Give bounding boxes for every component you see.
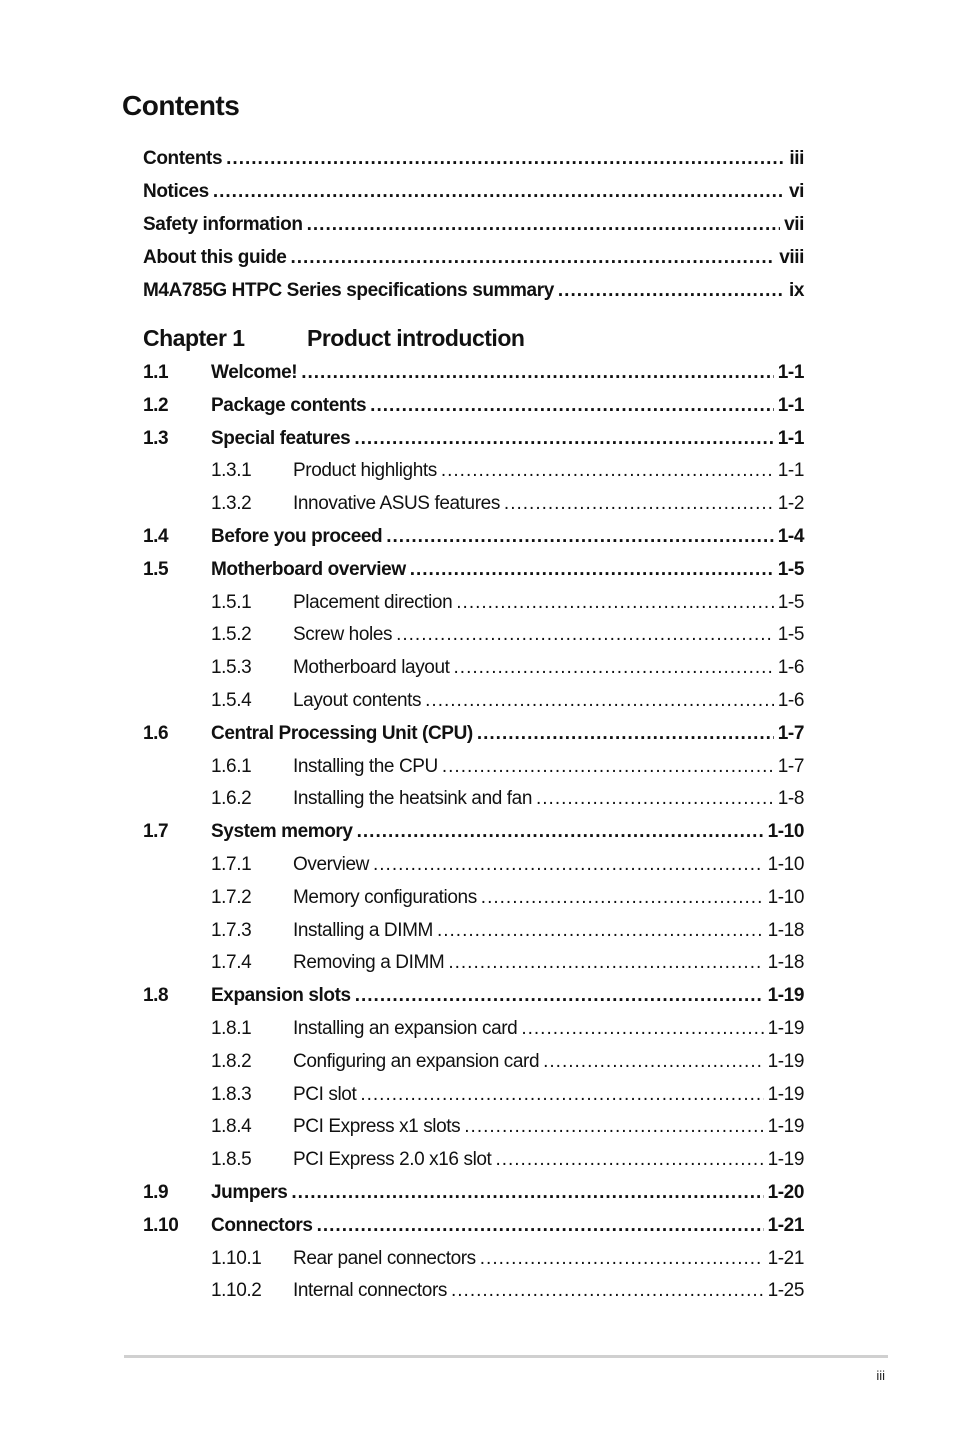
toc-entry-page: 1-6 bbox=[777, 690, 804, 711]
toc-entry-page: 1-19 bbox=[767, 1116, 804, 1138]
toc-entry-number: 1.8.3 bbox=[211, 1083, 252, 1105]
toc-entry-page: 1-1 bbox=[777, 460, 804, 482]
toc-entry-page: 1-1 bbox=[777, 362, 804, 383]
toc-entry-number: 1.7.3 bbox=[211, 919, 252, 941]
dot-leader bbox=[504, 493, 774, 515]
toc-entry[interactable] bbox=[143, 620, 804, 646]
toc-entry[interactable] bbox=[143, 719, 804, 745]
toc-entry[interactable] bbox=[143, 243, 804, 269]
toc-entry-title: Motherboard overview bbox=[211, 558, 406, 580]
toc-entry-title: Before you proceed bbox=[211, 526, 383, 547]
toc-entry-page: 1-5 bbox=[777, 558, 804, 580]
toc-entry-page: 1-19 bbox=[767, 1018, 804, 1039]
dot-leader bbox=[456, 592, 773, 614]
toc-entry[interactable] bbox=[143, 1276, 804, 1302]
toc-entry-number: 1.8.4 bbox=[211, 1116, 252, 1138]
toc-entry-number: 1.9 bbox=[143, 1182, 169, 1203]
dot-leader bbox=[386, 526, 774, 548]
dot-leader bbox=[448, 952, 763, 974]
toc-entry-title: Installing the heatsink and fan bbox=[293, 788, 532, 810]
toc-entry-number: 1.5.4 bbox=[211, 690, 252, 711]
toc-entry-title: Configuring an expansion card bbox=[293, 1050, 540, 1072]
dot-leader bbox=[307, 214, 780, 236]
toc-entry-title: Package contents bbox=[211, 394, 367, 416]
toc-entry[interactable] bbox=[143, 1080, 804, 1106]
toc-entry[interactable] bbox=[143, 391, 804, 417]
toc-entry[interactable] bbox=[143, 1145, 804, 1171]
toc-entry-page: 1-19 bbox=[767, 1149, 804, 1171]
dot-leader bbox=[480, 1248, 764, 1270]
toc-entry-title: M4A785G HTPC Series specifications summary bbox=[143, 280, 554, 301]
toc-entry-number: 1.5.1 bbox=[211, 591, 252, 613]
toc-entry-number: 1.10.2 bbox=[211, 1280, 262, 1302]
chapter-heading bbox=[143, 322, 804, 352]
footer-divider bbox=[124, 1355, 888, 1358]
toc-entry-title: Layout contents bbox=[293, 690, 422, 711]
toc-entry-page: 1-7 bbox=[777, 722, 804, 744]
toc-entry-page: 1-10 bbox=[767, 886, 804, 908]
toc-entry[interactable] bbox=[143, 358, 804, 384]
toc-entry-title: Innovative ASUS features bbox=[293, 493, 500, 515]
footer-page-number: iii bbox=[876, 1368, 885, 1383]
toc-entry-page: 1-1 bbox=[777, 394, 804, 416]
page-title: Contents bbox=[122, 90, 240, 121]
toc-entry-page: 1-19 bbox=[767, 1083, 804, 1105]
toc-entry-title: Removing a DIMM bbox=[293, 952, 445, 974]
toc-entry-page: iii bbox=[789, 148, 804, 169]
dot-leader bbox=[477, 723, 774, 745]
dot-leader bbox=[481, 887, 764, 909]
toc-entry[interactable] bbox=[143, 948, 804, 974]
toc-entry-number: 1.5.3 bbox=[211, 657, 252, 679]
toc-entry-title: PCI Express 2.0 x16 slot bbox=[293, 1149, 492, 1171]
dot-leader bbox=[301, 362, 774, 384]
toc-entry-number: 1.8.5 bbox=[211, 1149, 252, 1171]
toc-entry-number: 1.7.2 bbox=[211, 886, 252, 908]
toc-entry-number: 1.6 bbox=[143, 722, 169, 744]
chapter-label: Chapter 1 bbox=[143, 325, 245, 351]
toc-entry[interactable] bbox=[143, 1112, 804, 1138]
toc-entry-title: Jumpers bbox=[211, 1182, 288, 1203]
toc-entry-title: Notices bbox=[143, 181, 209, 202]
toc-entry-page: 1-21 bbox=[767, 1214, 804, 1236]
toc-entry-title: Internal connectors bbox=[293, 1280, 447, 1302]
toc-entry[interactable] bbox=[143, 522, 804, 548]
toc-entry-number: 1.6.1 bbox=[211, 755, 252, 777]
toc-entry-number: 1.8.2 bbox=[211, 1050, 252, 1072]
toc-entry-page: ix bbox=[788, 280, 804, 301]
dot-leader bbox=[290, 247, 775, 269]
toc-entry-title: Product highlights bbox=[293, 460, 437, 482]
dot-leader bbox=[425, 690, 774, 712]
dot-leader bbox=[410, 559, 774, 581]
toc-entry-page: viii bbox=[779, 247, 804, 268]
toc-entry-page: 1-19 bbox=[767, 985, 804, 1007]
dot-leader bbox=[370, 395, 774, 417]
toc-entry-number: 1.3.1 bbox=[211, 460, 252, 482]
toc-entry[interactable] bbox=[143, 817, 804, 843]
toc-entry-number: 1.5 bbox=[143, 558, 169, 580]
toc-entry-number: 1.7.4 bbox=[211, 952, 252, 974]
toc-entry[interactable] bbox=[143, 916, 804, 942]
toc-entry-page: 1-20 bbox=[767, 1182, 804, 1203]
dot-leader bbox=[226, 148, 785, 170]
toc-entry-title: Memory configurations bbox=[293, 886, 477, 908]
toc-entry-number: 1.5.2 bbox=[211, 624, 252, 646]
toc-entry-number: 1.2 bbox=[143, 394, 169, 416]
toc-entry-title: Motherboard layout bbox=[293, 657, 450, 679]
toc-entry-number: 1.10 bbox=[143, 1214, 179, 1236]
toc-entry-title: Installing a DIMM bbox=[293, 919, 433, 941]
toc-entry-number: 1.7 bbox=[143, 821, 169, 843]
toc-entry[interactable] bbox=[143, 752, 804, 778]
toc-entry[interactable] bbox=[143, 981, 804, 1007]
dot-leader bbox=[354, 428, 773, 450]
toc-entry-title: Connectors bbox=[211, 1214, 313, 1236]
toc-entry-number: 1.7.1 bbox=[211, 854, 252, 875]
dot-leader bbox=[521, 1018, 763, 1040]
toc-entry-title: System memory bbox=[211, 821, 353, 843]
toc-entry-page: 1-8 bbox=[777, 788, 804, 810]
toc-entry-page: 1-5 bbox=[777, 591, 804, 613]
toc-entry[interactable] bbox=[143, 1244, 804, 1270]
dot-leader bbox=[536, 788, 774, 810]
toc-entry-number: 1.3.2 bbox=[211, 493, 252, 515]
toc-entry[interactable] bbox=[143, 424, 804, 450]
toc-entry-title: Installing an expansion card bbox=[293, 1018, 518, 1039]
toc-entry-page: 1-7 bbox=[777, 755, 804, 777]
toc-entry-number: 1.3 bbox=[143, 427, 169, 449]
toc-entry-number: 1.8.1 bbox=[211, 1018, 252, 1039]
dot-leader bbox=[464, 1116, 763, 1138]
toc-entry-page: 1-25 bbox=[767, 1280, 804, 1302]
toc-entry[interactable] bbox=[143, 144, 804, 170]
toc-entry-page: 1-21 bbox=[767, 1247, 804, 1269]
toc-entry-page: 1-19 bbox=[767, 1050, 804, 1072]
toc-entry[interactable] bbox=[143, 555, 804, 581]
dot-leader bbox=[441, 460, 774, 482]
toc-entry-title: Rear panel connectors bbox=[293, 1247, 476, 1269]
toc-entry-page: 1-10 bbox=[767, 821, 804, 843]
toc-entry[interactable] bbox=[143, 686, 804, 712]
toc-entry[interactable] bbox=[143, 784, 804, 810]
dot-leader bbox=[355, 985, 764, 1007]
dot-leader bbox=[396, 624, 774, 646]
toc-entry[interactable] bbox=[143, 276, 804, 302]
toc-entry-title: Placement direction bbox=[293, 591, 453, 613]
chapter-title: Product introduction bbox=[307, 325, 525, 351]
toc-entry-title: Installing the CPU bbox=[293, 755, 438, 777]
toc-entry-page: 1-18 bbox=[767, 919, 804, 941]
toc-entry-page: vi bbox=[788, 181, 804, 202]
toc-entry[interactable] bbox=[143, 489, 804, 515]
toc-entry-title: Overview bbox=[293, 854, 369, 875]
toc-entry-title: Central Processing Unit (CPU) bbox=[211, 722, 473, 744]
toc-entry-page: 1-6 bbox=[777, 657, 804, 679]
toc-entry-title: Expansion slots bbox=[211, 985, 351, 1007]
toc-entry-title: Welcome! bbox=[211, 362, 298, 383]
dot-leader bbox=[451, 1280, 764, 1302]
toc-entry[interactable] bbox=[143, 850, 804, 876]
toc-entry[interactable] bbox=[143, 1047, 804, 1073]
toc-entry-page: 1-18 bbox=[767, 952, 804, 974]
toc-entry[interactable] bbox=[143, 210, 804, 236]
dot-leader bbox=[495, 1149, 763, 1171]
dot-leader bbox=[454, 657, 774, 679]
dot-leader bbox=[213, 181, 785, 203]
toc-entry-title: Safety information bbox=[143, 214, 303, 235]
toc-entry-title: PCI Express x1 slots bbox=[293, 1116, 461, 1138]
dot-leader bbox=[437, 920, 764, 942]
toc-entry[interactable] bbox=[143, 1014, 804, 1040]
toc-entry-title: Special features bbox=[211, 427, 351, 449]
toc-entry[interactable] bbox=[143, 1211, 804, 1237]
toc-entry-number: 1.6.2 bbox=[211, 788, 252, 810]
toc-entry-page: 1-5 bbox=[777, 624, 804, 646]
toc-entry-page: 1-2 bbox=[777, 493, 804, 515]
toc-entry[interactable] bbox=[143, 1178, 804, 1204]
dot-leader bbox=[317, 1215, 764, 1237]
toc-entry-title: Contents bbox=[143, 148, 223, 169]
toc-entry-title: Screw holes bbox=[293, 624, 393, 646]
toc-entry-page: 1-4 bbox=[777, 526, 804, 547]
toc-entry[interactable] bbox=[143, 177, 804, 203]
dot-leader bbox=[442, 756, 774, 778]
toc-entry-page: 1-1 bbox=[777, 427, 804, 449]
toc-entry-number: 1.4 bbox=[143, 526, 169, 547]
dot-leader bbox=[558, 280, 785, 302]
toc-entry[interactable] bbox=[143, 588, 804, 614]
dot-leader bbox=[291, 1182, 763, 1204]
toc-entry-page: vii bbox=[784, 214, 804, 235]
toc-entry-title: About this guide bbox=[143, 247, 287, 268]
toc-entry-page: 1-10 bbox=[767, 854, 804, 875]
toc-entry-number: 1.10.1 bbox=[211, 1247, 262, 1269]
dot-leader bbox=[360, 1084, 763, 1106]
toc-entry-number: 1.1 bbox=[143, 362, 169, 383]
dot-leader bbox=[373, 854, 764, 876]
toc-entry-number: 1.8 bbox=[143, 985, 169, 1007]
toc-entry-title: PCI slot bbox=[293, 1083, 357, 1105]
toc-entry[interactable] bbox=[143, 456, 804, 482]
toc-entry[interactable] bbox=[143, 883, 804, 909]
toc-entry[interactable] bbox=[143, 653, 804, 679]
dot-leader bbox=[543, 1051, 763, 1073]
dot-leader bbox=[357, 821, 764, 843]
